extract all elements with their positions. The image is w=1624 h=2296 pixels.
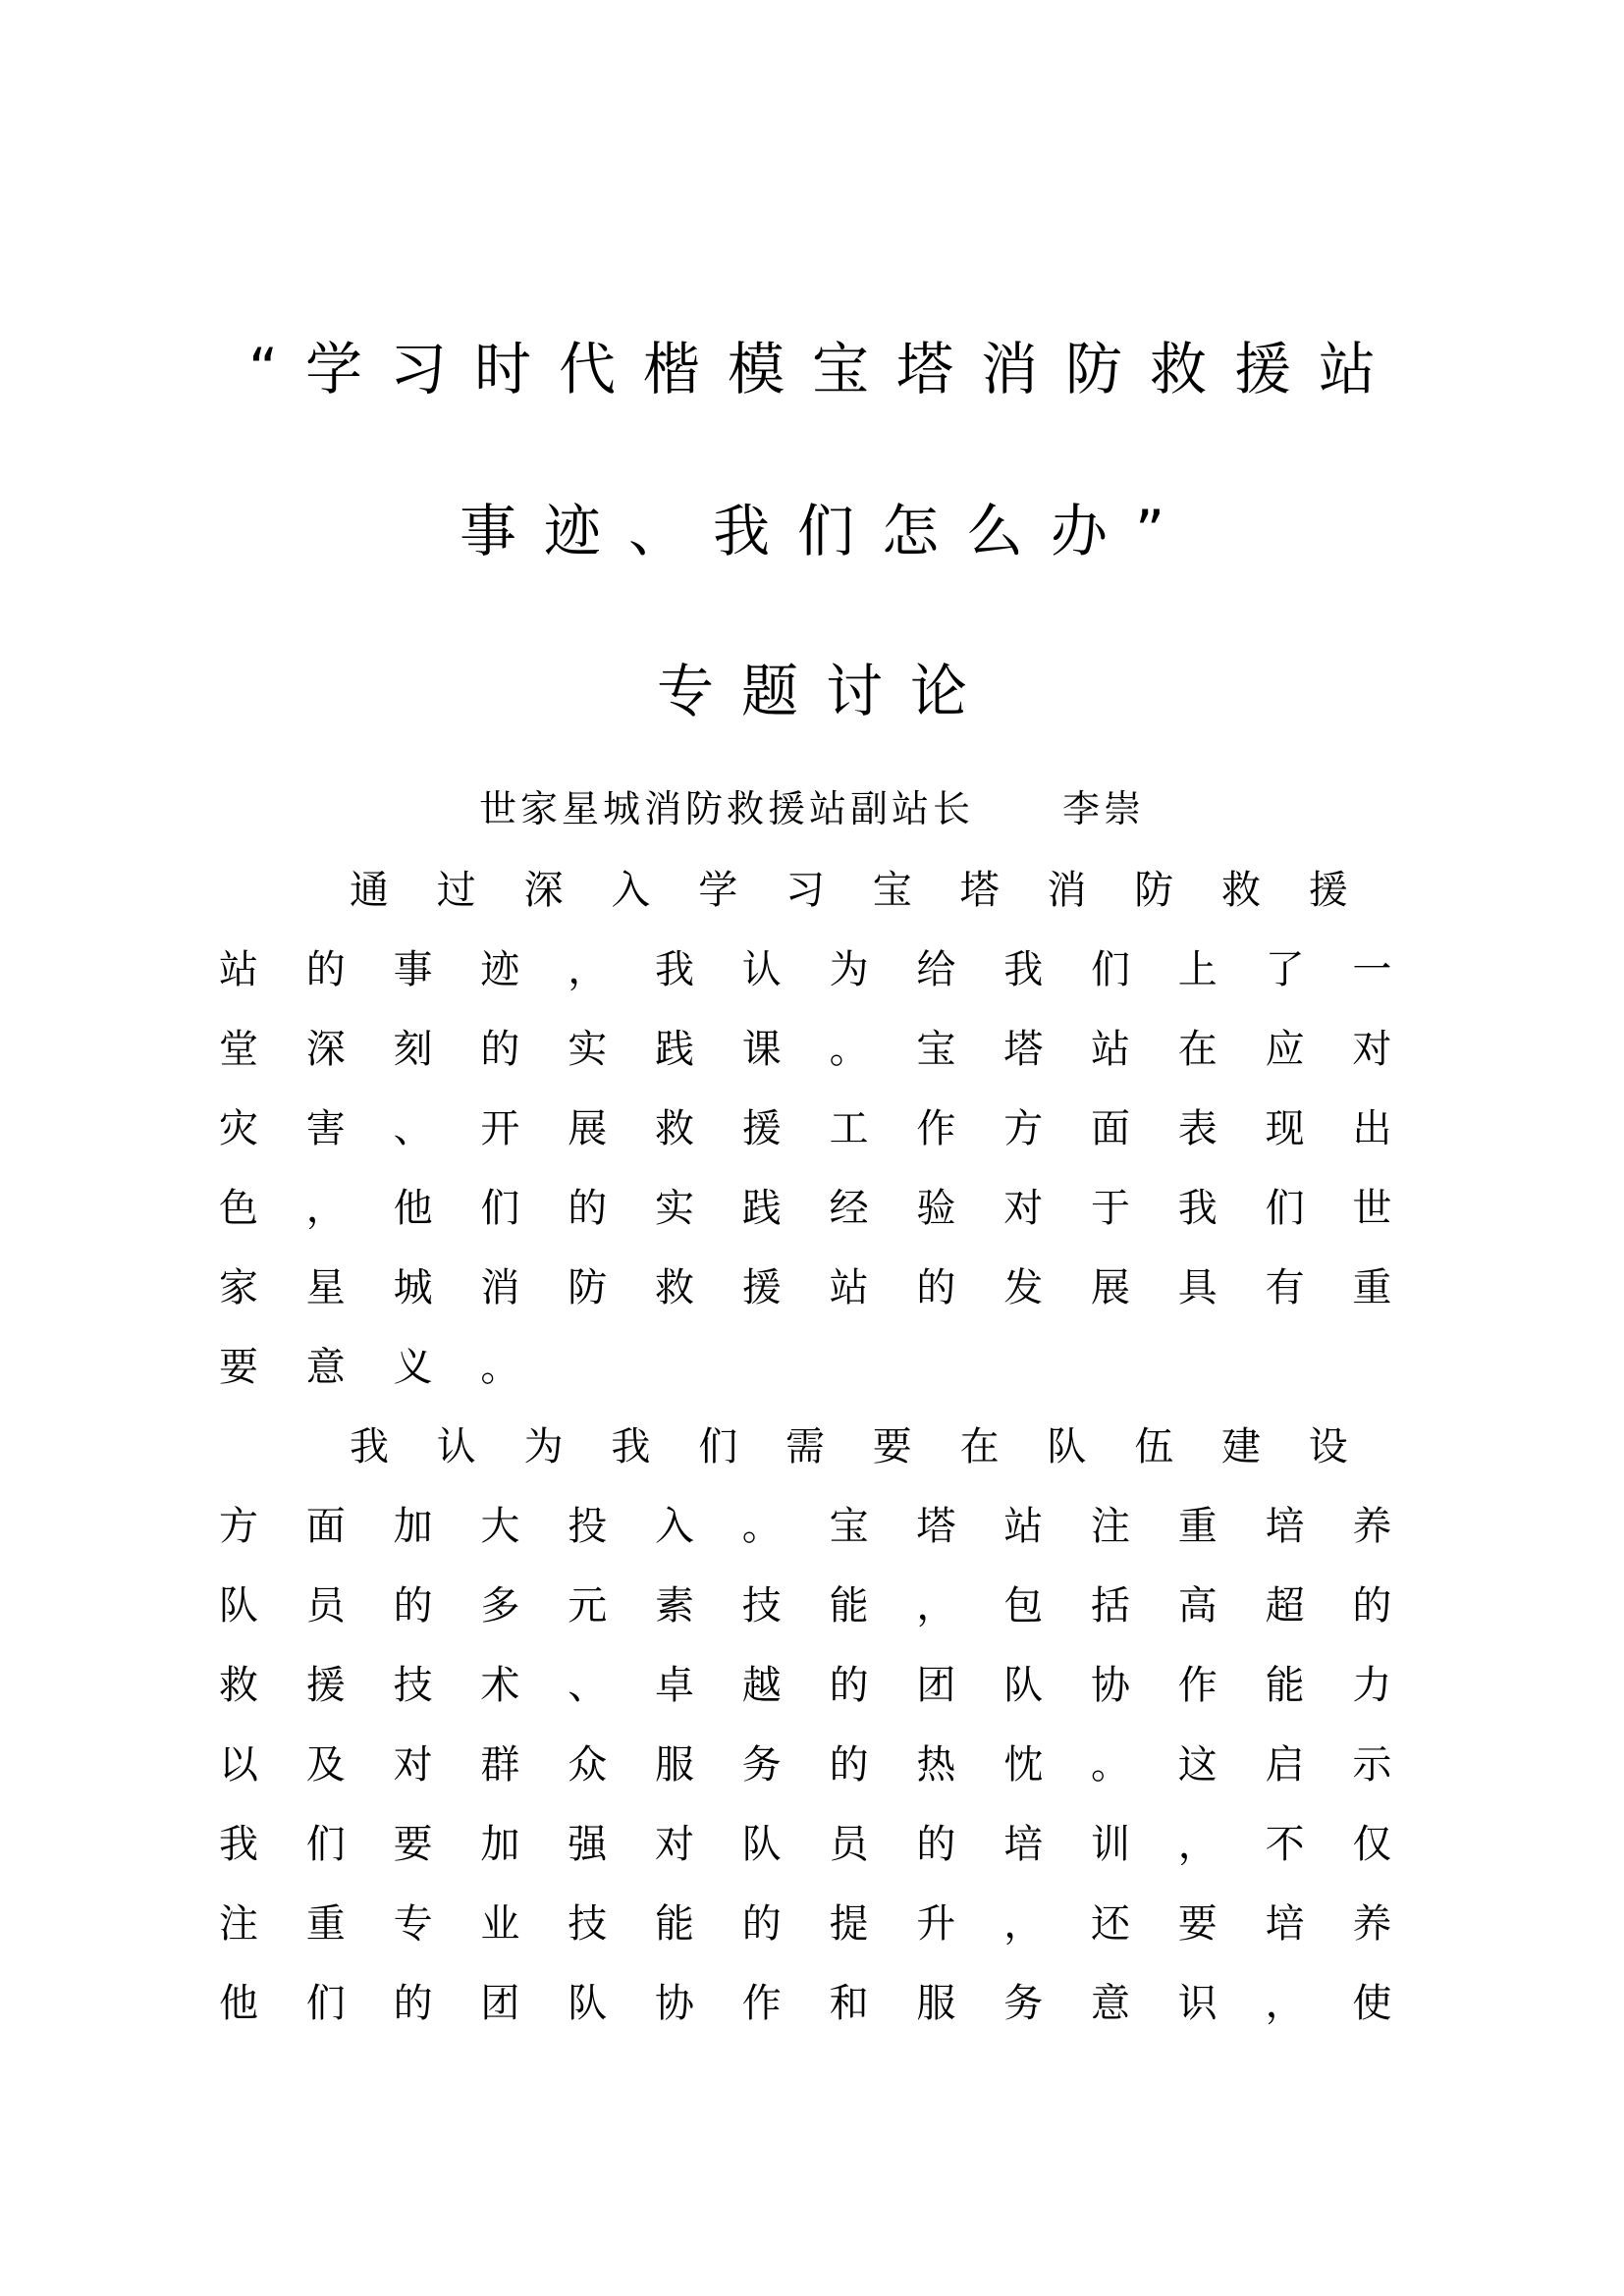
title-line-1: “学习时代楷模宝塔消防救援站 xyxy=(247,336,1404,402)
title-line-3: 专题讨论 xyxy=(656,658,995,724)
text-line: 要意义。 xyxy=(219,1345,568,1390)
text-line: 我们要加强对队员的培训，不仅 xyxy=(219,1822,1440,1867)
text-line: 色，他们的实践经验对于我们世 xyxy=(219,1186,1440,1231)
text-line: 他们的团队协作和服务意识，使 xyxy=(219,1981,1440,2026)
text-line: 通过深入学习宝塔消防救援 xyxy=(350,868,1396,913)
text-line: 我认为我们需要在队伍建设 xyxy=(350,1424,1396,1469)
author-line xyxy=(0,784,1624,833)
text-line: 队员的多元素技能，包括高超的 xyxy=(219,1583,1440,1629)
text-line: 灾害、开展救援工作方面表现出 xyxy=(219,1106,1440,1151)
text-line: 方面加大投入。宝塔站注重培养 xyxy=(219,1504,1440,1549)
text-line: 救援技术、卓越的团队协作能力 xyxy=(219,1663,1440,1708)
text-line: 家星城消防救援站的发展具有重 xyxy=(219,1265,1440,1310)
author-position: 世家星城消防救援站副站长 xyxy=(478,787,974,830)
text-line: 堂深刻的实践课。宝塔站在应对 xyxy=(219,1027,1440,1072)
author-name: 李崇 xyxy=(1062,787,1146,830)
title-line-2: 事迹、我们怎么办” xyxy=(459,498,1193,564)
text-line: 注重专业技能的提升，还要培养 xyxy=(219,1901,1440,1947)
text-line: 站的事迹，我认为给我们上了一 xyxy=(219,947,1440,992)
text-line: 以及对群众服务的热忱。这启示 xyxy=(219,1742,1440,1788)
